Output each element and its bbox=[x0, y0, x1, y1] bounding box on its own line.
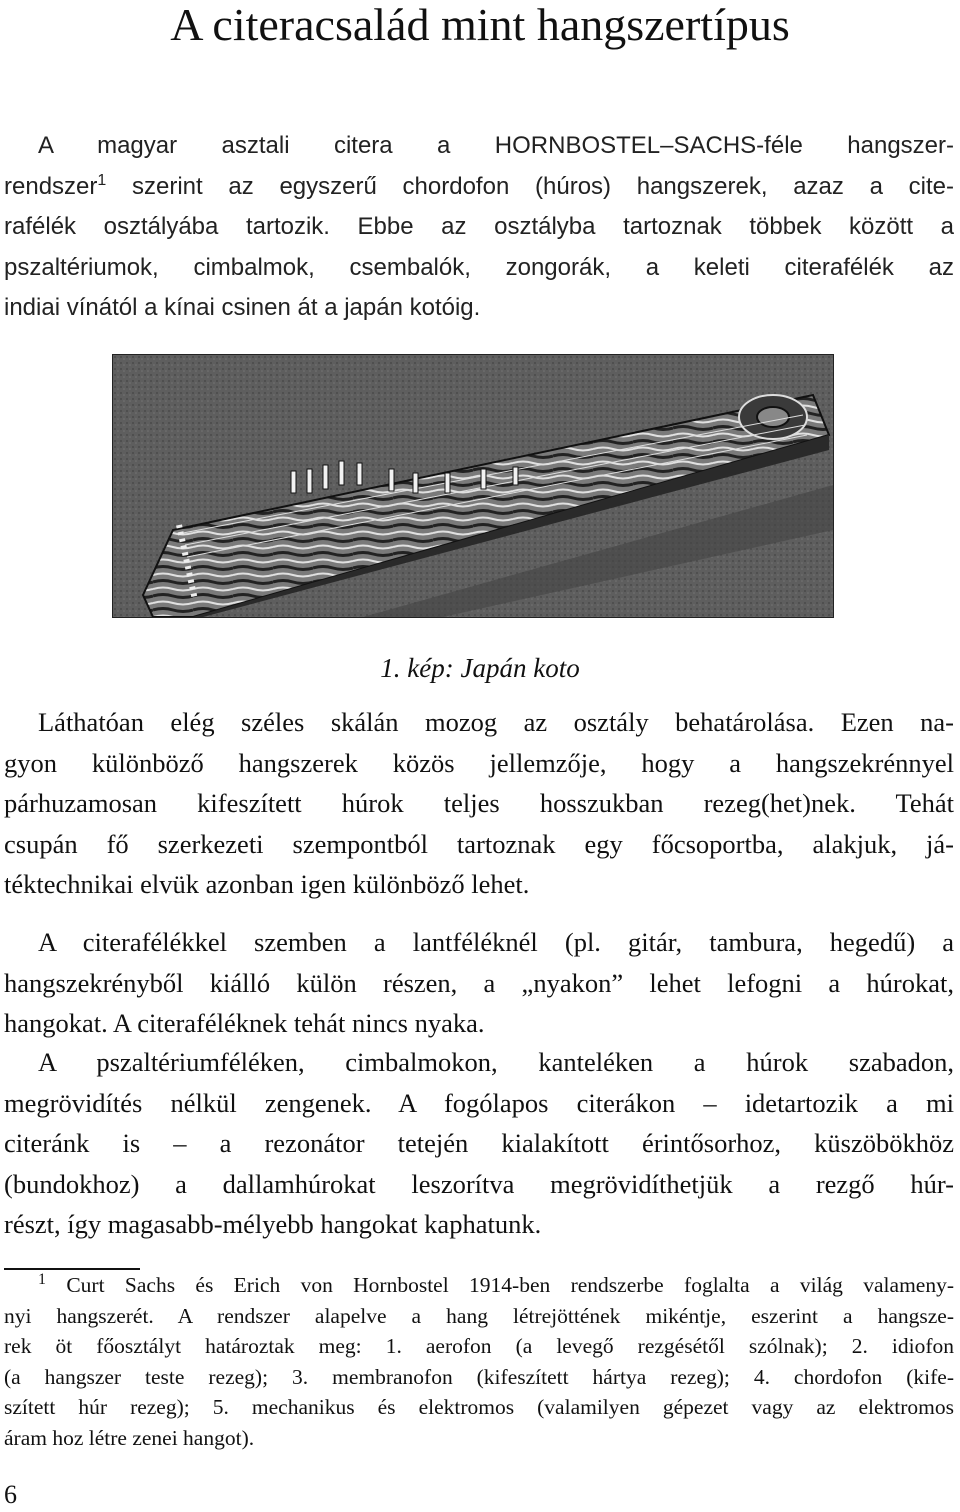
paragraph-line: csupán fő szerkezeti szempontból tartoznak egy főcsoportba, alakjuk, já- bbox=[4, 828, 954, 859]
intro-line-part: szerint az egyszerű chordofon (húros) hangszerek, azaz a cite- bbox=[132, 172, 955, 200]
footnote-line: szített húr rezeg); 5. mechanikus és elektromos (valamilyen gépezet vagy az elektromos bbox=[4, 1395, 954, 1419]
footnote-line: rek öt főosztályt határoztak meg: 1. aerofon (a levegő rezgésétől szólnak); 2. idiofon bbox=[4, 1334, 954, 1358]
intro-line-part: rendszer bbox=[4, 172, 98, 200]
paragraph-line: A pszaltériumféléken, cimbalmokon, kanteléken a húrok szabadon, bbox=[38, 1047, 954, 1077]
paragraph-line: téktechnikai elvük azonban igen különböző lehet. bbox=[4, 869, 530, 899]
footnote-line: (a hangszer teste rezeg); 3. membranofon (kifeszített hártya rezeg); 4. chordofon (kife- bbox=[4, 1364, 954, 1389]
footnote-marker: 1 bbox=[38, 1270, 46, 1288]
intro-paragraph bbox=[4, 126, 954, 329]
paragraph-line: párhuzamosan kifeszített húrok teljes hosszukban rezeg(het)nek. Tehát bbox=[4, 788, 954, 818]
paragraph-line: (bundokhoz) a dallamhúrokat leszorítva megrövidíthetjük a rezgő húr- bbox=[4, 1168, 954, 1199]
paragraph-line: citeránk is – a rezonátor tetején kialakított érintősorhoz, küszöbökhöz bbox=[4, 1128, 954, 1158]
paragraph-line: gyon különböző hangszerek közös jellemzője, hogy a hangszekrénnyel bbox=[4, 747, 954, 778]
paragraph-line: hangokat. A citeraféléknek tehát nincs nyaka. bbox=[4, 1008, 485, 1038]
footnote bbox=[4, 1270, 954, 1453]
paragraph-line: részt, így magasabb-mélyebb hangokat kaphatunk. bbox=[4, 1209, 542, 1239]
page-title: A citeracsalád mint hangszertípus bbox=[170, 0, 790, 50]
intro-line: A magyar asztali citera a HORNBOSTEL–SACHS-féle hangszer- bbox=[38, 132, 954, 159]
koto-photo bbox=[112, 354, 834, 618]
intro-line bbox=[4, 167, 954, 208]
footnote-line-text: Curt Sachs és Erich von Hornbostel 1914-ben rendszerbe foglalta a világ valameny- bbox=[66, 1273, 954, 1297]
paragraph bbox=[4, 702, 954, 905]
intro-line: indiai vínától a kínai csinen át a japán kotóig. bbox=[4, 294, 481, 321]
paragraph-line: hangszekrényből kiálló külön részen, a „nyakon” lehet lefogni a húrokat, bbox=[4, 967, 954, 998]
page-number: 6 bbox=[4, 1480, 17, 1509]
footnote-reference[interactable]: 1 bbox=[97, 171, 107, 189]
footnote-line: nyi hangszerét. A rendszer alapelve a hang létrejöttének mikéntje, eszerint a hangsze- bbox=[4, 1303, 954, 1328]
footnote-line bbox=[4, 1270, 954, 1301]
intro-line: rafélék osztályába tartozik. Ebbe az osztályba tartoznak többek között a bbox=[4, 213, 954, 240]
paragraph bbox=[4, 1042, 954, 1245]
paragraph-line: Láthatóan elég széles skálán mozog az osztály behatárolása. Ezen na- bbox=[38, 707, 954, 737]
intro-line: pszaltériumok, cimbalmok, csembalók, zongorák, a keleti citerafélék az bbox=[4, 253, 954, 281]
paragraph bbox=[4, 922, 954, 1044]
paragraph-line: A citerafélékkel szemben a lantféléknél (pl. gitár, tambura, hegedű) a bbox=[38, 927, 954, 957]
footnote-line: áram hoz létre zenei hangot). bbox=[4, 1425, 255, 1450]
figure-caption: 1. kép: Japán koto bbox=[380, 653, 580, 683]
paragraph-line: megrövidítés nélkül zengenek. A fogólapos citerákon – idetartozik a mi bbox=[4, 1087, 954, 1118]
